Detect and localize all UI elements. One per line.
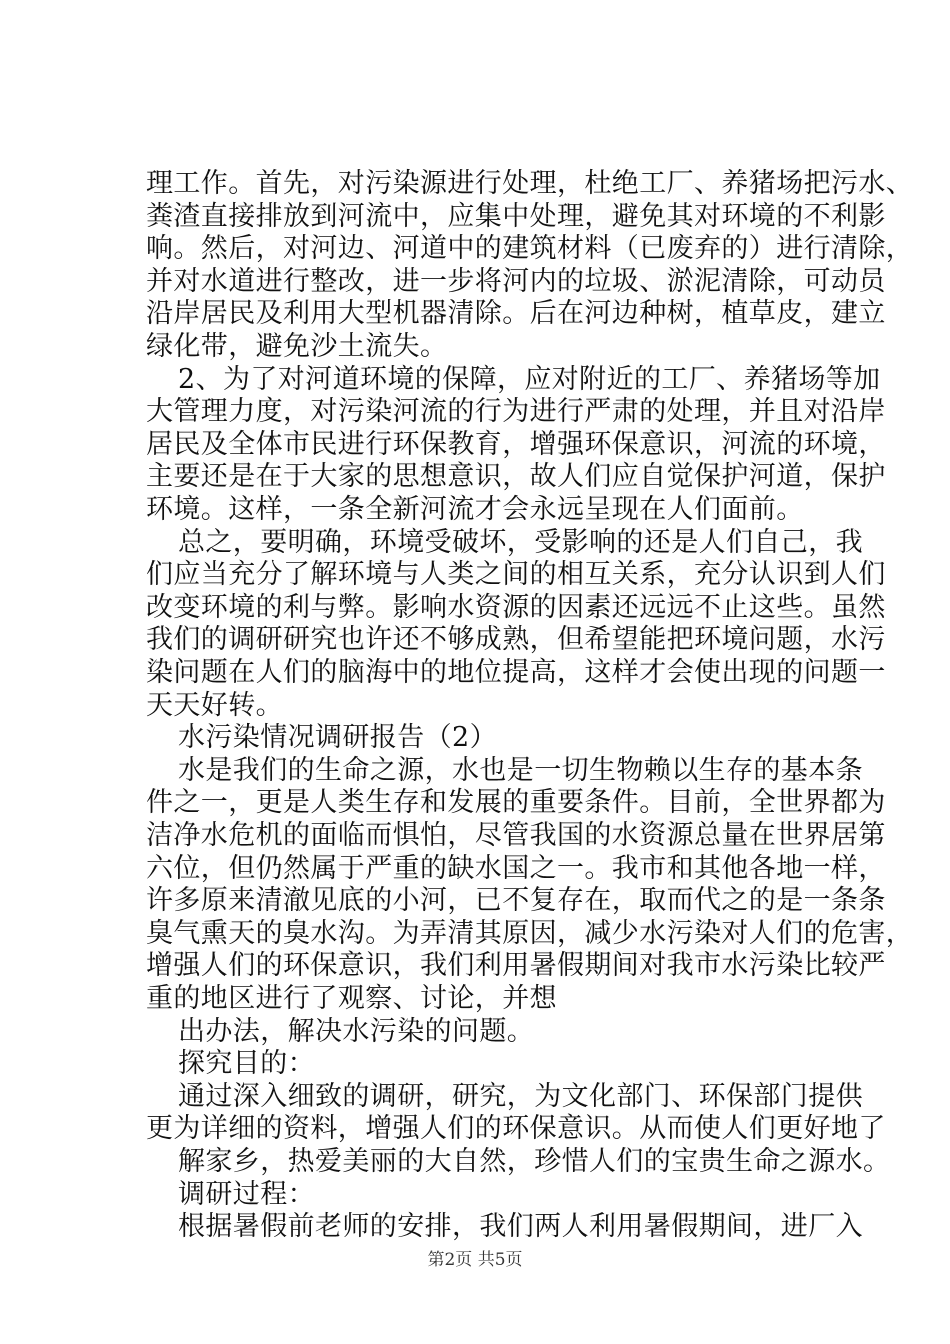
text-line: 改变环境的利与弊。影响水资源的因素还远远不止这些。虽然 — [146, 591, 886, 623]
text-line: 响。然后，对河边、河道中的建筑材料（已废弃的）进行清除， — [146, 233, 914, 265]
section-title: 水污染情况调研报告（2） — [178, 722, 497, 754]
text-line: 主要还是在于大家的思想意识，故人们应自觉保护河道，保护 — [146, 461, 886, 493]
text-line: 洁净水危机的面临而惧怕，尽管我国的水资源总量在世界居第 — [146, 820, 886, 851]
text-line: 天天好转。 — [146, 689, 283, 721]
text-line: 2、为了对河道环境的保障，应对附近的工厂、养猪场等加 — [178, 363, 881, 395]
text-line: 沿岸居民及利用大型机器清除。后在河边种树，植草皮，建立 — [146, 298, 886, 330]
text-line: 水是我们的生命之源，水也是一切生物赖以生存的基本条 — [178, 754, 863, 786]
text-line: 解家乡，热爱美丽的大自然，珍惜人们的宝贵生命之源水。 — [178, 1146, 891, 1177]
text-line: 许多原来清澈见底的小河，已不复存在，取而代之的是一条条 — [146, 885, 886, 917]
text-line: 件之一，更是人类生存和发展的重要条件。目前，全世界都为 — [146, 787, 886, 819]
text-line: 更为详细的资料，增强人们的环保意识。从而使人们更好地了 — [146, 1113, 886, 1145]
text-line: 粪渣直接排放到河流中，应集中处理，避免其对环境的不利影 — [146, 200, 886, 232]
text-line: 理工作。首先，对污染源进行处理，杜绝工厂、养猪场把污水、 — [146, 168, 914, 199]
subheading: 调研过程： — [178, 1178, 315, 1210]
text-line: 环境。这样，一条全新河流才会永远呈现在人们面前。 — [146, 494, 804, 525]
text-line: 绿化带，避免沙土流失。 — [146, 331, 448, 362]
text-line: 大管理力度，对污染河流的行为进行严肃的处理，并且对沿岸 — [146, 396, 886, 428]
text-line: 根据暑假前老师的安排，我们两人利用暑假期间，进厂入 — [178, 1211, 863, 1243]
text-line: 通过深入细致的调研，研究，为文化部门、环保部门提供 — [178, 1080, 863, 1112]
text-line: 我们的调研研究也许还不够成熟，但希望能把环境问题，水污 — [146, 624, 886, 656]
subheading: 探究目的： — [178, 1048, 315, 1080]
text-line: 出办法，解决水污染的问题。 — [178, 1015, 535, 1047]
text-line: 六位，但仍然属于严重的缺水国之一。我市和其他各地一样， — [146, 852, 886, 884]
text-line: 臭气熏天的臭水沟。为弄清其原因，减少水污染对人们的危害， — [146, 917, 914, 949]
text-line: 染问题在人们的脑海中的地位提高，这样才会使出现的问题一 — [146, 657, 886, 688]
page-footer: 第2页 共5页 — [427, 1250, 523, 1270]
text-line: 总之，要明确，环境受破坏，受影响的还是人们自己，我 — [178, 526, 863, 558]
text-line: 居民及全体市民进行环保教育，增强环保意识，河流的环境， — [146, 428, 886, 460]
text-line: 并对水道进行整改，进一步将河内的垃圾、淤泥清除，可动员 — [146, 265, 886, 297]
text-line: 重的地区进行了观察、讨论，并想 — [146, 983, 557, 1014]
text-line: 们应当充分了解环境与人类之间的相互关系，充分认识到人们 — [146, 559, 886, 591]
text-line: 增强人们的环保意识，我们利用暑假期间对我市水污染比较严 — [146, 950, 886, 982]
